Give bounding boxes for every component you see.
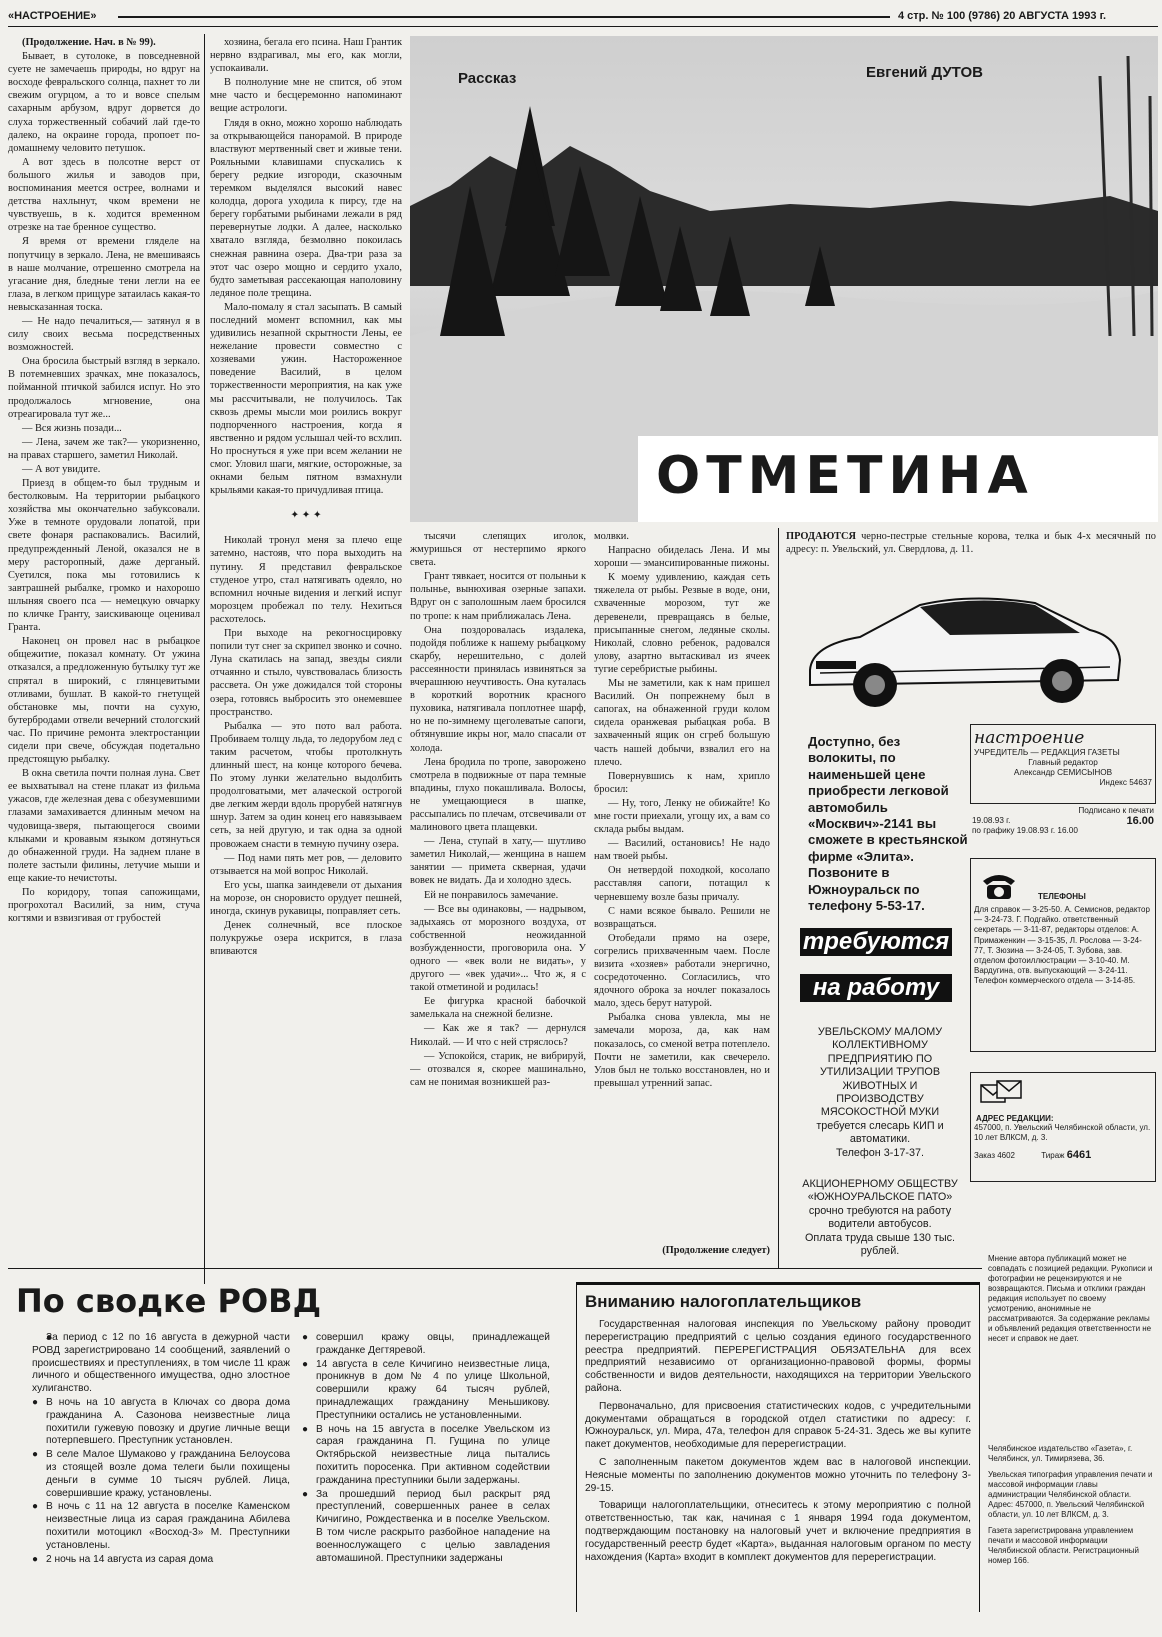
story-paragraph: Приезд в общем-то был трудным и бестолковым. На территории рыбацкого хозяйства мы окончательно забуксовали. Уже в темноте орудовали лопатой, при свете фонаря распаковались. Василий, предупрежденный Леной, оказался не в меру расторопный, даже дерганый. Суетился, пока мы готовились к завтрашней рыбалке, громко и нахорошо шлыняя своего пса — немецкую овчарку по кличке Гранту, заискивающе оценивал Гранта. xyxy=(8,478,200,634)
registration: Газета зарегистрирована управлением печати и массовой информации Челябинской области. Регистрационный номер 166. xyxy=(988,1526,1140,1565)
rovd-item: ● 2 ночь на 14 августа из сарая дома xyxy=(32,1554,290,1567)
jobs-banner-2: на работу xyxy=(800,974,952,1002)
editorial-disclaimer: Мнение автора публикаций может не совпадать с позицией редакции. Рукописи и фотографии не рецензируются и не возвращаются. Письма и отклики граждан редакция использует по своему усмотрению, анонимные не рассматриваются. За содержание рекламы и объявлений редакция ответственности не несет и справок не дает. xyxy=(988,1254,1153,1343)
imprint-box xyxy=(970,724,1156,804)
story-paragraph: — Василий, остановись! Не надо нам твоей рыбы. xyxy=(594,838,770,863)
issue-info: 4 стр. № 100 (9786) 20 АВГУСТА 1993 г. xyxy=(898,10,1107,22)
story-paragraph: В окна светила почти полная луна. Свет ее выхватывал на стене плакат из фильма ужасов, где железная дева с обезумевшими глазами замахивается длинным мечом на чудовища-зверя, пытающегося своими клыками и кровавым языком дотянуться до обнаженной груди. На заднем плане в полете застыли филины, летучие мыши и еще какие-то нечистоты. xyxy=(8,768,200,884)
story-paragraph: Она бросила быстрый взгляд в зеркало. В потемневших зрачках, мне показалось, пойманной птичкой забился испуг. Но это продолжалось мгновение, она отреагировала тут же... xyxy=(8,356,200,420)
story-paragraph: К моему удивлению, каждая сеть тяжелела от рыбы. Резвые в воде, они, схваченные морозом, тут же деревенели, превращаясь в белые, присыпанные снегом, ледяные сколы. Николай, словно ребенок, радовался улову, азартно вытаскивал из ячеек тугие серебристые рыбины. xyxy=(594,572,770,675)
story-paragraph: — Успокойся, старик, не вибрируй, — отозвался я, скорее машинально, сам не понимая возникшей раз- xyxy=(410,1050,586,1088)
rovd-item: ● В ночь с 11 на 12 августа в поселке Каменском неизвестные лица из сарая гражданина Абилева похитили мотоцикл «Восход-3» М. Преступники установлены. xyxy=(32,1501,290,1552)
story-paragraph: Глядя в окно, можно хорошо наблюдать за открывающейся панорамой. В природе властвуют мертвенный свет и живые тени. Рояльными клавишами спускались к берегу редкие изгороди, сказочным теремком выделялся высокий навес колодца, дорога уходила к пирсу, где на берегу горбатыми рыбинами лежали в ряд перевернутые лодки. А далее, насколько хватало взгляда, безмолвно покоилась снежная равнина озера. Два-три раза за этот час озеро мощно и сердито ухало, будто заметывая рассекающая наполовину ледяное поле трещина. xyxy=(210,117,402,299)
rovd-column-1 xyxy=(32,1332,290,1632)
car-illustration xyxy=(800,575,1130,715)
job-ad-2-pay: Оплата труда свыше 130 тыс. рублей. xyxy=(805,1231,955,1258)
rovd-item: ● В селе Малое Шумаково у гражданина Белоусова из стоящей возле дома телеги были похищены деньги в сумме 10 тысяч рублей. Лица, совершившие кражу, установлены. xyxy=(32,1449,290,1500)
tax-paragraph: С заполненным пакетом документов ждем вас в налоговой инспекции. Неясные моменты по заполнению документов можно уточнить по телефону 3-29-15. xyxy=(585,1456,971,1494)
ads-divider xyxy=(778,528,779,1268)
job-ad-2-text: АКЦИОНЕРНОМУ ОБЩЕСТВУ «ЮЖНОУРАЛЬСКОЕ ПАТО» срочно требуются на работу водители автобусов. xyxy=(802,1178,958,1231)
story-paragraph: Повернувшись к нам, хрипло бросил: xyxy=(594,770,770,795)
story-paragraph: — Все вы одинаковы, — надрывом, задыхаясь от морозного воздуха, от собственной неожиданной возбужденности, проговорила она. У одного — «век воли не видать», у другого — «век удачи»... Что ж, я с такой отметиной и родилась! xyxy=(410,903,586,994)
story-paragraph: Николай тронул меня за плечо еще затемно, настояв, что пора выходить на путину. Я представил февральское студеное утро, стал натягивать одеяло, но вспомнил ночные видения и легкий испуг морозцем пробежал по телу. Нехиться расхотелось. xyxy=(210,535,402,625)
address-title: АДРЕС РЕДАКЦИИ: xyxy=(976,1114,1054,1123)
story-paragraph: Рыбалка снова увлекла, мы не замечали мороза, да, как нам показалось, со сменой ветра потеплело. Почти не заметили, как свечерело. Улов был не только восстановлен, но и превышал утренний запас. xyxy=(594,1012,770,1089)
story-paragraph: Денек солнечный, все плоское полукружье озера искрится, в глаза впиваются xyxy=(210,920,402,958)
story-title: ОТМЕТИНА xyxy=(656,446,1034,506)
story-paragraph: Рыбалка — это пото вал работа. Пробиваем толщу льда, то ледорубом лед с таким расчетом, чтобы протолкнуть длинный шест, на конце которого бечева. По этому лунки желательно выдолбить продолговатыми, мет алаческой острогой две легким жерди вдоль прорубей натягнув шнур. Затем за один конец его навязываем сеть, за ней другую, и так одна за одной провожаем снасти в темную пучину озера. xyxy=(210,720,402,850)
order-number: Заказ 4602 xyxy=(974,1151,1016,1160)
story-paragraph: молвки. xyxy=(594,531,629,542)
rovd-item: ● 14 августа в селе Кичигино неизвестные лица, проникнув в дом № 4 по улице Школьной, совершили кражу 64 тысяч рублей, принадлежащих гражданину Меньшикову. Преступники остались не установленными. xyxy=(302,1359,550,1423)
founder: УЧРЕДИТЕЛЬ — РЕДАКЦИЯ ГАЗЕТЫ xyxy=(974,748,1120,757)
tax-paragraph: Первоначально, для присвоения статистических кодов, с учредительными документами обращаться в городской отдел статистики по адресу: г. Южноуральск, ул. Мира, 47а, телефон для справок 5-24-31. Здесь же вы купите пакет документов, необходимые для перерегистрации. xyxy=(585,1400,971,1451)
editor-label: Главный редактор xyxy=(1028,758,1098,767)
jobs-banner-1: требуются xyxy=(800,928,952,956)
job-ad-1-text: УВЕЛЬСКОМУ МАЛОМУ КОЛЛЕКТИВНОМУ ПРЕДПРИЯТИЮ ПО УТИЛИЗАЦИИ ТРУПОВ ЖИВОТНЫХ И ПРОИЗВОДСТВУ МЯСОКОСТНОЙ МУКИ требуется слесарь КИП и автоматики. xyxy=(816,1026,944,1146)
story-author: Евгений ДУТОВ xyxy=(866,64,983,81)
tax-notice-box xyxy=(576,1282,980,1612)
story-paragraph: При выходе на рекогносцировку попили тут снег за скрипел звонко и сочно. Луна скатилась на запад, звезды сияли отчаянно и стыло, чувствовалась близость рассвета. Он уже дожидался той стороны озера, готовясь выбросить это онемевшее пространство. xyxy=(210,628,402,718)
story-paragraph: По коридору, топая сапожищами, прогрохотал Василий, за ним, стуча когтями и взвизгивая от грубостей xyxy=(8,887,200,925)
story-paragraph: В полнолуние мне не спится, об этом мне часто и бесцеремонно напоминают вещие астрологи. xyxy=(210,77,402,115)
story-paragraph: — Не надо печалиться,— затянул я в силу своих весьма посредственных возможностей. xyxy=(8,315,200,354)
car-icon xyxy=(800,575,1130,715)
rovd-item: ● В ночь на 10 августа в Ключах со двора дома гражданина А. Сазонова неизвестные лица похитили гужевую повозку и другие личные вещи потерпевшего. Преступник установлен. xyxy=(32,1397,290,1448)
cows-ad-text: черно-пестрые стельные корова, телка и бык 4-х месячный по адресу: п. Увельский, ул. Свердлова, д. 11. xyxy=(786,531,1156,556)
address-box xyxy=(970,1072,1156,1182)
story-paragraph: Грант тявкает, носится от полыньи к полынье, вынюхивая озерные запахи. Вдруг он с заполошным лаем бросился по тропе: к нам приближалась Лена. xyxy=(410,571,586,622)
subscription-index: Индекс 54637 xyxy=(1099,778,1152,787)
story-paragraph: Она поздоровалась издалека, подойдя поближе к нашему рыбацкому скарбу, нерешительно, с долей рассеянности принялась извиняться за вчерашнюю неучтивость. Она куталась в короткий воротник красного пуховика, натягивала поплотнее шарф, но не по-зимнему щеголеватые сапоги, обтянувшие икры ног, мало спасали от холода. xyxy=(410,624,586,754)
rovd-title: По сводке РОВД xyxy=(16,1282,322,1320)
job-ad-2 xyxy=(800,1178,960,1258)
story-paragraph: А вот здесь в полсотне верст от большого жилья и заводов при, воспоминания меется острее, волнами и детства нахлынут, чком времени не чувствуешь, в к. ходится временном отрезке на тае бренное существо. xyxy=(8,156,200,234)
story-paragraph: — Ну, того, Ленку не обижайте! Ко мне гости приехали, угощу их, а вам со склада рыбы выдам. xyxy=(594,797,770,836)
signed-for-print xyxy=(972,806,1154,836)
phones-title: ТЕЛЕФОНЫ xyxy=(1038,892,1086,901)
story-paragraph: Мы не заметили, как к нам пришел Василий. Он попрежнему был в сапогах, на обнаженной груди колом сидела оранжевая рыбацкая роба. В захваченный ящик он сгреб большую часть нашей добычи, взвалил его на плечо. xyxy=(594,678,770,768)
masthead-rule-2 xyxy=(8,26,1158,27)
story-paragraph: Ее фигурка красной бабочкой замелькала на снежной белизне. xyxy=(410,996,586,1021)
printer: Увельская типография управления печати и массовой информации главы администрации Челябинской области. Адрес: 457000, п. Увельский Челябинской области, ул. 10 лет ВЛКСМ, д. 3. xyxy=(988,1470,1153,1519)
address-text: 457000, п. Увельский Челябинской области, ул. 10 лет ВЛКСМ, д. 3. xyxy=(974,1123,1151,1142)
story-paragraph: — А вот увидите. xyxy=(22,464,101,475)
telephone-icon xyxy=(979,867,1019,903)
phones-text: Для справок — 3-25-50. А. Семиснов, редактор — 3-24-73. Г. Подгайко. ответственный секретарь — 3-11-87, редакторы отделов: А. Примаженкин — 3-15-35, Л. Рослова — 3-24-77, Т. Зюзина — 3-24-05, Т. Зубова, зав. отделом фотоиллюстрации — 3-10-40. М. Вардугина, отв. выпускающий — 3-24-11. Телефон коммерческого отдела — 3-14-85. xyxy=(974,905,1150,986)
story-paragraph: Наконец он провел нас в рыбацкое общежитие, показал комнату. От ужина отказался, а предложенную бутылку тут же спрятал в широкий, с глянцевитыми отливами, бушлат. В какой-то гнетущей обстановке мы, почти на сухую, бутербродами отвели вечерний стологский час. По причине ремонта электростанции сидели при свече, обсуждая подетально предстоящую рыбалку. xyxy=(8,636,200,766)
rovd-item: ● В ночь на 15 августа в поселке Увельском из сарая гражданина П. Гущина по улице Октябрьской неизвестные лица пытались похитить поросенка. При активном содействии гражданина преступники были задержаны. xyxy=(302,1424,550,1488)
masthead-rule xyxy=(118,16,890,18)
by-schedule: по графику 19.08.93 г. 16.00 xyxy=(972,826,1078,835)
editor-name: Александр СЕМИСЫНОВ xyxy=(1013,768,1113,777)
story-paragraph: тысячи слепящих иголок, жмуришься от нестерпимо яркого света. xyxy=(410,531,586,569)
cows-ad-lead: ПРОДАЮТСЯ xyxy=(786,531,856,542)
story-paragraph: Его усы, шапка заиндевели от дыхания на морозе, он сноровисто орудует пешней, иногда, скинув рукавицы, поправляет сеть. xyxy=(210,879,402,917)
story-column-3 xyxy=(410,530,586,1258)
story-paragraph: Напрасно обиделась Лена. И мы хороши — эмансипированные пижоны. xyxy=(594,545,770,570)
story-column-4 xyxy=(594,530,770,1242)
story-paragraph: — Под нами пять мет ров, — деловито отзывается на мой вопрос Николай. xyxy=(210,852,402,877)
story-paragraph: Мало-помалу я стал засыпать. В самый последний момент вспомнил, как мы удивились незапной скрытности Лены, ее нежелание провести совместно с хозяевами ужин. Настороженное поведение Василий, в целом торжественности мероприятия, на как уже мы рассчитывали, не получилось. Так сквозь дремы мысли мои роились вокруг подпорченного настроения, когда я явственно и рядом услышал чей-то всхлип. Но проснуться я уже при всем желании не смог. Уловил шаги, мягкие, осторожные, за окнами белым пятном взмахнули крыльями какая-то причудливая птица. xyxy=(210,301,402,497)
signed-date: 19.08.93 г. xyxy=(972,816,1011,825)
rovd-item-continued: ● совершил кражу овцы, принадлежащей гражданке Дегтяревой. xyxy=(302,1332,550,1358)
story-paragraph: (Продолжение. Нач. в № 99). xyxy=(22,37,156,48)
column-divider xyxy=(204,34,205,1284)
print-run-label: Тираж xyxy=(1041,1151,1065,1160)
story-paragraph: Лена бродила по тропе, заворожено смотрела в подвижные от пара темные впадины, глухо покашливала. Волосы, не умещающиеся в шапке, рассыпались по плечам, отсвечивали от малинового цвета плащевки. xyxy=(410,756,586,834)
story-paragraph: Отобедали прямо на озере, согрелись прихваченным чаем. После визита «хозяев» работали энергично, сосредоточенно. Согласились, что ядочного оброка за ночлег показалось мало, здесь берут натурой. xyxy=(594,932,770,1010)
job-ad-1-phone: Телефон 3-17-37. xyxy=(835,1146,924,1159)
story-column-1 xyxy=(8,36,200,1286)
tax-paragraph: Государственная налоговая инспекция по Увельскому району проводит перерегистрацию предприятий с целью создания единого государственного реестра предприятий. ПЕРЕРЕГИСТРАЦИЯ ОБЯЗАТЕЛЬНА для всех предприятий независимо от организационно-правовой формы, формы собственности и видов деятельности, находящихся на территории Увельского района. xyxy=(585,1319,971,1394)
publisher: Челябинское издательство «Газета», г. Челябинск, ул. Тимирязева, 36. xyxy=(988,1444,1133,1463)
phones-box xyxy=(970,858,1156,1052)
signed-label: Подписано к печати xyxy=(1078,806,1154,815)
tax-paragraph: Товарищи налогоплательщики, отнеситесь к этому мероприятию с полной ответственностью, так как, начиная с 1 января 1994 года документом, подтверждающим постановку на налоговый учет и включение предприятия в государственный реестр будет «Карта», выданная налоговым органом по месту нахождения (Карта» входит в комплект документов для перерегистрации. xyxy=(585,1500,971,1563)
rovd-column-2 xyxy=(302,1332,550,1632)
story-paragraph: Он нетвердой походкой, косолапо расставляя сапоги, потащил к черневшему возле базы причалу. xyxy=(594,865,770,903)
envelopes-icon xyxy=(979,1079,1025,1109)
print-run: 6461 xyxy=(1066,1149,1092,1161)
publisher-info xyxy=(988,1444,1154,1566)
section-separator: ✦ ✦ ✦ xyxy=(290,510,322,522)
story-paragraph: Бывает, в сутолоке, в повседневной суете не замечаешь природы, но вдруг на восходе февральского солнца, пахнет то ли свежим огурцом, а то и вовсе спелым сахарным арбузом, вдруг дорвется до слуха торжественный собачий лай где-то далеко, на окраине города, пропоет по-домашнему человито петушок. xyxy=(8,51,200,154)
rovd-item: ● За прошедший период был раскрыт ряд преступлений, совершенных ранее в селах Кичигино, Рождественка и в поселке Увельском. В том числе раскрыто разбойное нападение на военнослужащего с целью завладения автомашиной. Преступники задержаны xyxy=(302,1489,550,1566)
job-ad-1 xyxy=(800,1026,960,1160)
story-paragraph: С нами всякое бывало. Решили не возвращаться. xyxy=(594,905,770,930)
tax-notice-body xyxy=(585,1319,971,1565)
tax-notice-title: Вниманию налогоплательщиков xyxy=(585,1292,862,1311)
story-paragraph: хозяина, бегала его псина. Наш Грантик нервно вздрагивал, мы его, как могли, успокаивали. xyxy=(210,37,402,75)
story-paragraph: — Вся жизнь позади... xyxy=(22,422,122,434)
story-paragraph: Ей не понравилось замечание. xyxy=(424,889,559,901)
story-paragraph: — Лена, ступай в хату,— шутливо заметил Николай,— женщина в нашем занятии — примета скверная, удачи вовек не видать. Да и холодно здесь. xyxy=(410,836,586,887)
paper-logo: настроение xyxy=(974,728,1085,748)
story-paragraph: Я время от времени гляделе на попутчицу в зеркало. Лена, не вмешиваясь в наше молчание, отрешенно смотрела на угасание дня, бледные тени легли на ее глаза, в легком прищуре затаилась какая-то невысказанная тоска. xyxy=(8,236,200,313)
story-paragraph: — Как же я так? — дернулся Николай. — И что с ней стряслось? xyxy=(410,1023,586,1048)
to-be-continued: (Продолжение следует) xyxy=(662,1245,770,1256)
bottom-rule xyxy=(8,1268,982,1269)
story-rubric: Рассказ xyxy=(458,70,517,87)
car-sale-ad: Доступно, без волокиты, по наименьшей цене приобрести легковой автомобиль «Москвич»-2141 вы сможете в крестьянской фирме «Элита». Позвоните в Южноуральск по телефону 5-53-17. xyxy=(808,734,968,914)
signed-time: 16.00 xyxy=(1126,815,1154,827)
paper-name: «НАСТРОЕНИЕ» xyxy=(8,10,97,22)
cows-ad xyxy=(786,530,1156,570)
story-column-2 xyxy=(210,36,402,1286)
story-paragraph: — Лена, зачем же так?— укоризненно, на правах старшего, заметил Николай. xyxy=(8,436,200,461)
rovd-intro: ● За период с 12 по 16 августа в дежурной части РОВД зарегистрировано 14 сообщений, заявлений о происшествиях и преступлениях, в том числе 11 краж личного и общественного имущества, одно злостное хулиганство. xyxy=(32,1332,290,1396)
